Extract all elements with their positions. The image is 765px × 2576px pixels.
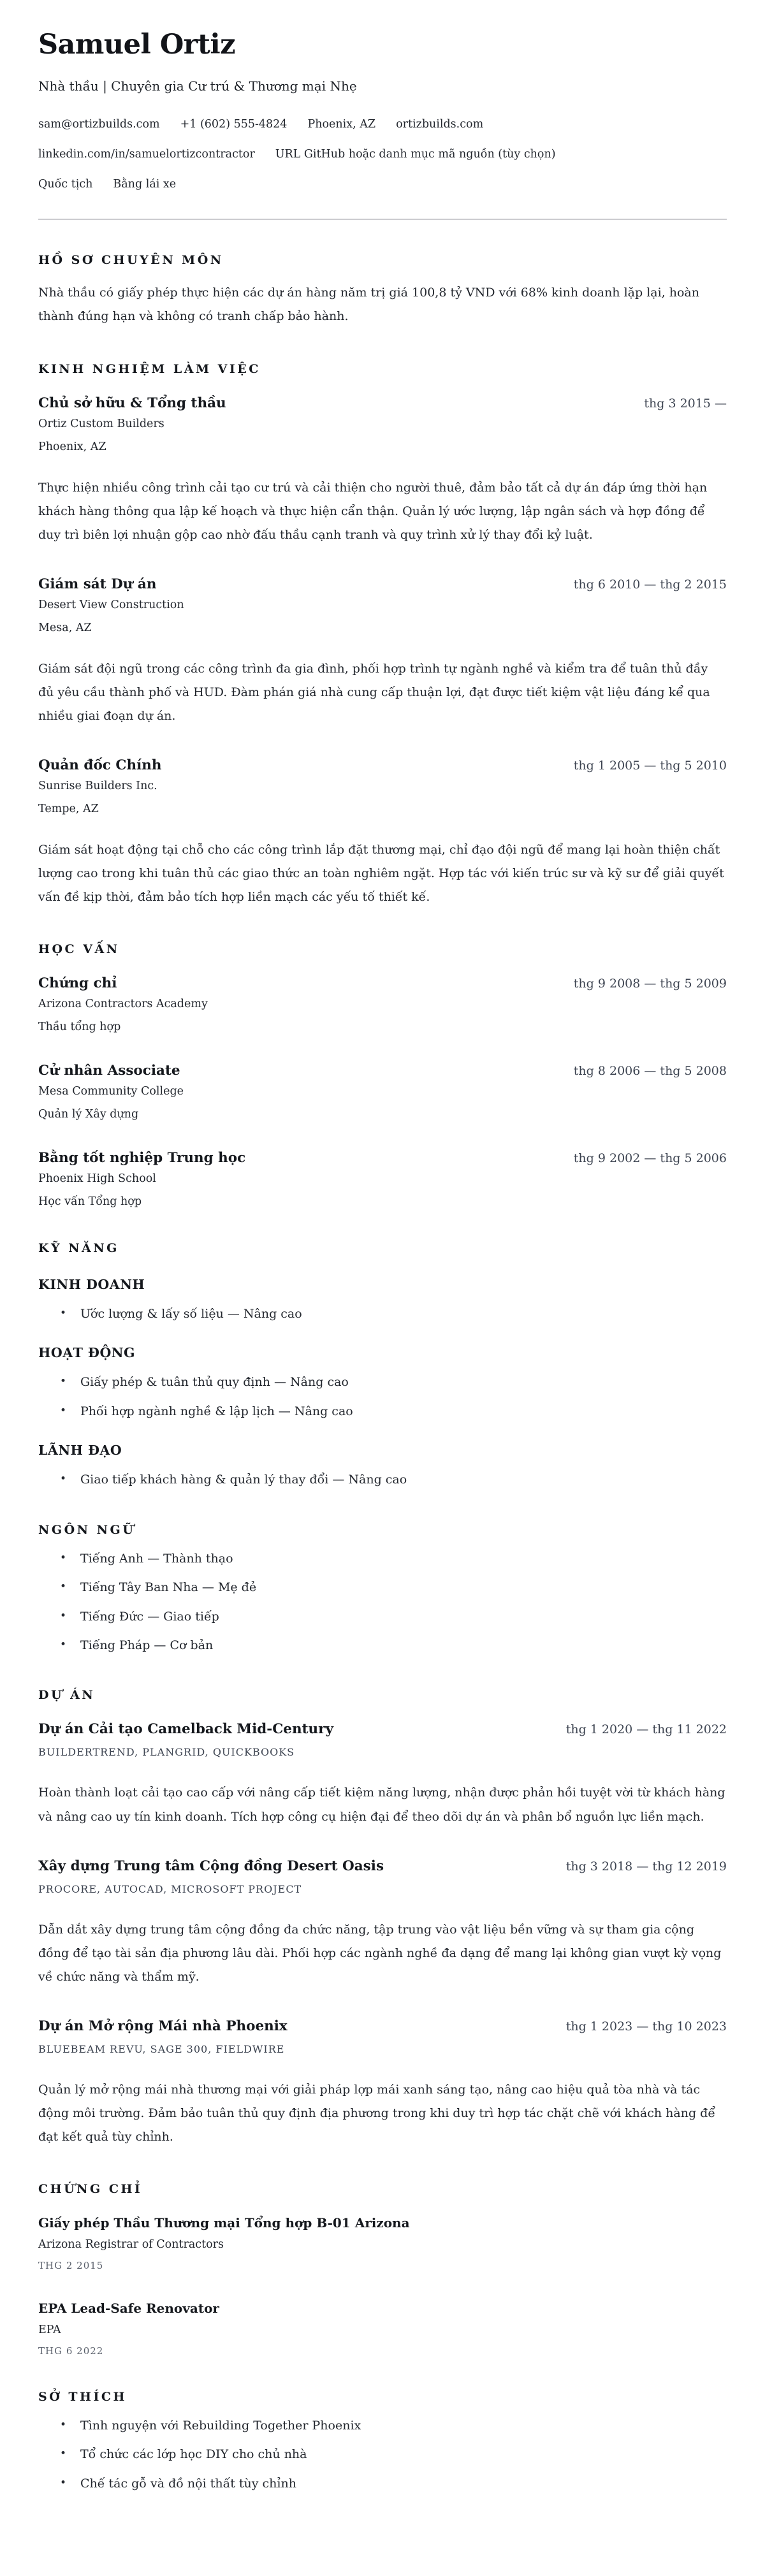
job-title-row xyxy=(38,576,727,592)
project-tools: BLUEBEAM REVU, SAGE 300, FIELDWIRE xyxy=(38,2042,285,2055)
project-entry xyxy=(38,2018,727,2149)
section-label-languages: NGÔN NGỮ xyxy=(38,1522,136,1537)
resume-header xyxy=(38,29,727,191)
certification-name: EPA Lead-Safe Renovator xyxy=(38,2300,219,2316)
job-entry xyxy=(38,576,727,728)
list-item: • Tiếng Đức — Giao tiếp xyxy=(38,1608,727,1626)
list-item: • Tiếng Anh — Thành thạo xyxy=(38,1550,727,1568)
project-description: Quản lý mở rộng mái nhà thương mại với giải pháp lợp mái xanh sáng tạo, nâng cao hiệu quả tòa nhà và tác động môi trường. Đảm bảo tuân thủ quy định địa phương trong khi duy trì hợp tác chặt chẽ với khách hàng để đạt kết quả tùy chỉnh. xyxy=(38,2082,716,2144)
education-entry xyxy=(38,1150,727,1208)
project-dates: thg 1 2023 — thg 10 2023 xyxy=(565,2019,727,2034)
list-item: • Giấy phép & tuân thủ quy định — Nâng cao xyxy=(38,1373,727,1392)
certification-name: Giấy phép Thầu Thương mại Tổng hợp B-01 Arizona xyxy=(38,2215,410,2230)
contact-location: Phoenix, AZ xyxy=(307,118,376,131)
education-degree: Chứng chỉ xyxy=(38,975,117,991)
list-item: • Tổ chức các lớp học DIY cho chủ nhà xyxy=(38,2445,727,2464)
interest-list xyxy=(38,2417,727,2493)
project-title: Xây dựng Trung tâm Cộng đồng Desert Oasis xyxy=(38,1858,384,1874)
contact-github-note: URL GitHub hoặc danh mục mã nguồn (tùy chọn) xyxy=(275,148,556,161)
list-item: • Tình nguyện với Rebuilding Together Phoenix xyxy=(38,2417,727,2435)
section-label-profile: HỒ SƠ CHUYÊN MÔN xyxy=(38,253,224,268)
project-title-row xyxy=(38,1858,727,1874)
certification-date: THG 6 2022 xyxy=(38,2345,104,2357)
contact-driver-license: Bằng lái xe xyxy=(113,178,177,191)
project-description: Dẫn dắt xây dựng trung tâm cộng đồng đa chức năng, tập trung vào vật liệu bền vững và sự tham gia cộng đồng để tạo tài sản địa phương lâu dài. Phối hợp các ngành nghề đa dạng để mang lại không gian vượt kỳ vọng về chức năng và thẩm mỹ. xyxy=(38,1922,722,1984)
project-title: Dự án Mở rộng Mái nhà Phoenix xyxy=(38,2018,288,2034)
contact-citizenship: Quốc tịch xyxy=(38,178,93,191)
job-entry xyxy=(38,757,727,909)
education-title-row xyxy=(38,1150,727,1166)
skill-list xyxy=(38,1471,727,1489)
project-description: Hoàn thành loạt cải tạo cao cấp với nâng cấp tiết kiệm năng lượng, nhận được phản hồi tuyệt vời từ khách hàng và nâng cao uy tín kinh doanh. Tích hợp công cụ hiện đại để theo dõi dự án và phân bổ nguồn lực liền mạch. xyxy=(38,1786,725,1824)
job-location: Phoenix, AZ xyxy=(38,440,106,453)
section-projects xyxy=(38,1688,727,2148)
list-item: • Giao tiếp khách hàng & quản lý thay đổi — Nâng cao xyxy=(38,1471,727,1489)
contact-row-3 xyxy=(38,178,727,191)
education-title-row xyxy=(38,975,727,991)
list-item: • Chế tác gỗ và đồ nội thất tùy chỉnh xyxy=(38,2475,727,2493)
project-title-row xyxy=(38,1721,727,1737)
project-entry xyxy=(38,1858,727,1989)
skill-group-heading: HOẠT ĐỘNG xyxy=(38,1345,136,1361)
skill-list xyxy=(38,1373,727,1421)
education-degree: Bằng tốt nghiệp Trung học xyxy=(38,1149,246,1166)
skill-list xyxy=(38,1305,727,1323)
section-label-projects: DỰ ÁN xyxy=(38,1688,96,1703)
job-company: Desert View Construction xyxy=(38,598,184,611)
section-label-certifications: CHỨNG CHỈ xyxy=(38,2181,143,2196)
job-location: Tempe, AZ xyxy=(38,802,99,815)
education-dates: thg 9 2008 — thg 5 2009 xyxy=(573,976,727,991)
job-title-row xyxy=(38,757,727,773)
section-certifications xyxy=(38,2182,727,2357)
contact-linkedin: linkedin.com/in/samuelortizcontractor xyxy=(38,148,255,161)
certification-date: THG 2 2015 xyxy=(38,2259,104,2271)
education-field: Thầu tổng hợp xyxy=(38,1020,121,1033)
education-entry xyxy=(38,975,727,1033)
job-dates: thg 3 2015 — xyxy=(644,396,727,411)
job-company: Sunrise Builders Inc. xyxy=(38,779,157,792)
skill-group-heading: LÃNH ĐẠO xyxy=(38,1443,122,1459)
person-name: Samuel Ortiz xyxy=(38,29,236,61)
project-dates: thg 1 2020 — thg 11 2022 xyxy=(565,1722,727,1737)
project-tools: PROCORE, AUTOCAD, MICROSOFT PROJECT xyxy=(38,1882,302,1895)
education-entry xyxy=(38,1063,727,1121)
certification-entry xyxy=(38,2301,727,2357)
education-school: Arizona Contractors Academy xyxy=(38,997,208,1010)
job-entry xyxy=(38,395,727,547)
job-description: Giám sát hoạt động tại chỗ cho các công trình lắp đặt thương mại, chỉ đạo đội ngũ để mang lại hoàn thiện chất lượng cao trong khi tuân thủ các giao thức an toàn nghiêm ngặt. Hợp tác với kiến trúc sư và kỹ sư để giải quyết vấn đề kịp thời, đảm bảo tích hợp liền mạch các yếu tố thiết kế. xyxy=(38,842,724,904)
skill-group-heading: KINH DOANH xyxy=(38,1276,145,1292)
section-label-skills: KỸ NĂNG xyxy=(38,1241,119,1255)
list-item: • Tiếng Tây Ban Nha — Mẹ đẻ xyxy=(38,1578,727,1597)
job-title-row xyxy=(38,395,727,411)
section-profile xyxy=(38,253,727,328)
section-education xyxy=(38,942,727,1208)
certification-issuer: Arizona Registrar of Contractors xyxy=(38,2238,224,2251)
list-item: • Ước lượng & lấy số liệu — Nâng cao xyxy=(38,1305,727,1323)
job-title: Quản đốc Chính xyxy=(38,757,162,773)
education-title-row xyxy=(38,1063,727,1079)
contact-email: sam@ortizbuilds.com xyxy=(38,118,160,131)
job-description: Thực hiện nhiều công trình cải tạo cư trú và cải thiện cho người thuê, đảm bảo tất cả dự án đáp ứng thời hạn khách hàng thông qua lập kế hoạch và thực hiện cẩn thận. Quản lý ước lượng, lập ngân sách và hợp đồng để duy trì biên lợi nhuận gộp cao nhờ đấu thầu cạnh tranh và quy trình xử lý thay đổi kỷ luật. xyxy=(38,480,708,542)
list-item: • Phối hợp ngành nghề & lập lịch — Nâng cao xyxy=(38,1402,727,1421)
job-company: Ortiz Custom Builders xyxy=(38,417,164,430)
section-languages xyxy=(38,1523,727,1655)
certification-issuer: EPA xyxy=(38,2323,61,2336)
job-title: Chủ sở hữu & Tổng thầu xyxy=(38,395,226,411)
education-dates: thg 9 2002 — thg 5 2006 xyxy=(573,1151,727,1165)
contact-row-2 xyxy=(38,148,727,161)
education-field: Quản lý Xây dựng xyxy=(38,1107,139,1121)
contact-phone: +1 (602) 555-4824 xyxy=(180,118,288,131)
job-description: Giám sát đội ngũ trong các công trình đa gia đình, phối hợp trình tự ngành nghề và kiểm tra để tuân thủ đầy đủ yêu cầu thành phố và HUD. Đàm phán giá nhà cung cấp thuận lợi, đạt được tiết kiệm vật liệu đáng kể qua nhiều giai đoạn dự án. xyxy=(38,661,710,723)
list-item: • Tiếng Pháp — Cơ bản xyxy=(38,1636,727,1655)
project-tools: BUILDERTREND, PLANGRID, QUICKBOOKS xyxy=(38,1746,295,1759)
contact-website: ortizbuilds.com xyxy=(396,118,484,131)
section-skills xyxy=(38,1241,727,1490)
tagline: Nhà thầu | Chuyên gia Cư trú & Thương mại Nhẹ xyxy=(38,78,357,94)
certification-entry xyxy=(38,2215,727,2271)
header-divider xyxy=(38,219,727,220)
section-experience xyxy=(38,362,727,909)
section-label-experience: KINH NGHIỆM LÀM VIỆC xyxy=(38,361,261,376)
education-school: Mesa Community College xyxy=(38,1084,184,1098)
education-school: Phoenix High School xyxy=(38,1172,156,1185)
education-degree: Cử nhân Associate xyxy=(38,1062,180,1079)
education-dates: thg 8 2006 — thg 5 2008 xyxy=(573,1063,727,1078)
project-dates: thg 3 2018 — thg 12 2019 xyxy=(565,1859,727,1874)
job-dates: thg 6 2010 — thg 2 2015 xyxy=(573,577,727,592)
job-title: Giám sát Dự án xyxy=(38,576,157,592)
section-interests xyxy=(38,2390,727,2493)
project-entry xyxy=(38,1721,727,1828)
profile-summary: Nhà thầu có giấy phép thực hiện các dự án hàng năm trị giá 100,8 tỷ VND với 68% kinh doanh lặp lại, hoàn thành đúng hạn và không có tranh chấp bảo hành. xyxy=(38,286,699,324)
job-location: Mesa, AZ xyxy=(38,621,92,634)
section-label-education: HỌC VẤN xyxy=(38,942,120,956)
project-title: Dự án Cải tạo Camelback Mid-Century xyxy=(38,1721,333,1738)
section-label-interests: SỞ THÍCH xyxy=(38,2389,127,2404)
job-dates: thg 1 2005 — thg 5 2010 xyxy=(573,758,727,773)
project-title-row xyxy=(38,2018,727,2034)
contact-row-1 xyxy=(38,118,727,131)
education-field: Học vấn Tổng hợp xyxy=(38,1195,142,1208)
language-list xyxy=(38,1550,727,1655)
